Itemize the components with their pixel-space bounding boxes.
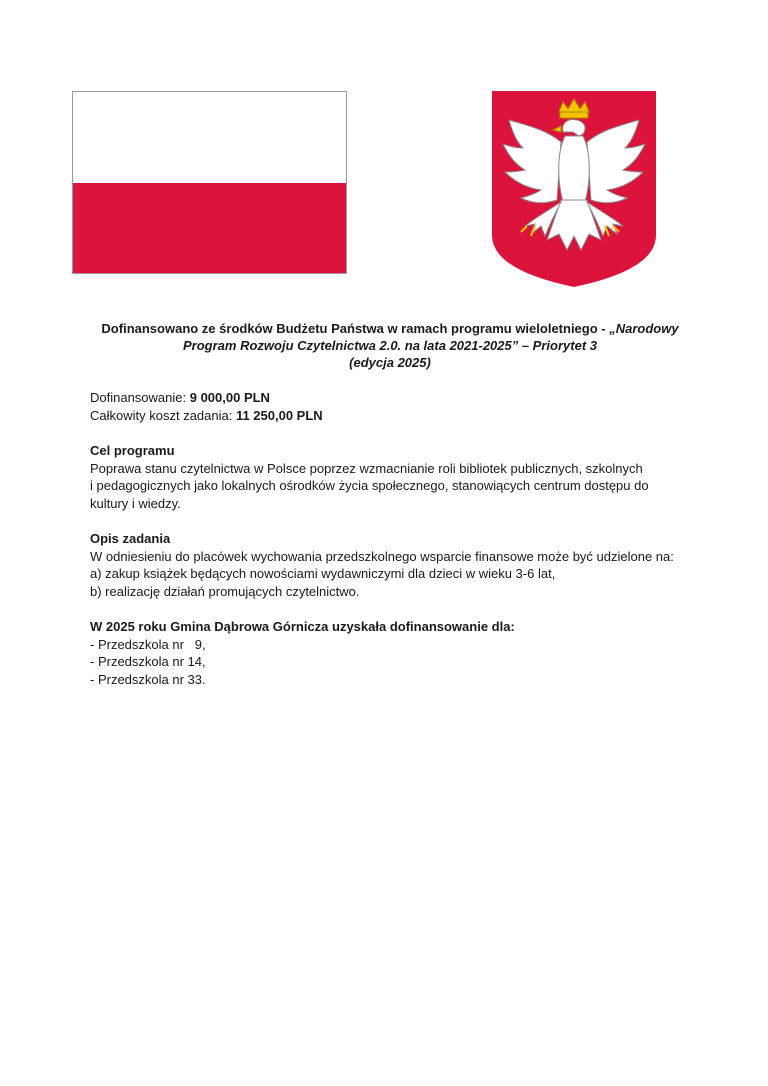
task-line: W odniesieniu do placówek wychowania przedszkolnego wsparcie finansowe może być udzielone na: bbox=[90, 548, 674, 564]
heading-line-1: Dofinansowano ze środków Budżetu Państwa w ramach programu wieloletniego - „Narodowy bbox=[101, 321, 679, 336]
goal-line: i pedagogicznych jako lokalnych ośrodków życia społecznego, stanowiących centrum dostępu do bbox=[90, 478, 649, 493]
heading-line-3: (edycja 2025) bbox=[349, 355, 431, 370]
funding-heading bbox=[80, 320, 700, 371]
goal-line: Poprawa stanu czytelnictwa w Polsce poprzez wzmacnianie roli bibliotek publicznych, szkolnych bbox=[90, 460, 643, 476]
flag-white-stripe bbox=[73, 92, 346, 183]
flag-red-stripe bbox=[73, 183, 346, 274]
polish-flag bbox=[72, 91, 347, 274]
total-cost: Całkowity koszt zadania: 11 250,00 PLN bbox=[90, 407, 323, 423]
recipients-title: W 2025 roku Gmina Dąbrowa Górnicza uzyskała dofinansowanie dla: bbox=[90, 619, 515, 634]
task-title: Opis zadania bbox=[90, 531, 171, 546]
recipient-item: - Przedszkola nr 33. bbox=[90, 671, 206, 687]
recipient-item: - Przedszkola nr 9, bbox=[90, 636, 206, 652]
task-line: b) realizację działań promujących czytelnictwo. bbox=[90, 583, 360, 599]
goal-title: Cel programu bbox=[90, 443, 175, 458]
grant-amount: Dofinansowanie: 9 000,00 PLN bbox=[90, 390, 270, 405]
document-body bbox=[90, 389, 690, 688]
recipient-item: - Przedszkola nr 14, bbox=[90, 654, 206, 669]
heading-line-2: Program Rozwoju Czytelnictwa 2.0. na lata 2021-2025” – Priorytet 3 bbox=[183, 338, 597, 353]
goal-line: kultury i wiedzy. bbox=[90, 495, 181, 511]
task-line: a) zakup książek będących nowościami wydawniczymi dla dzieci w wieku 3-6 lat, bbox=[90, 566, 556, 581]
polish-eagle-emblem bbox=[491, 90, 657, 288]
